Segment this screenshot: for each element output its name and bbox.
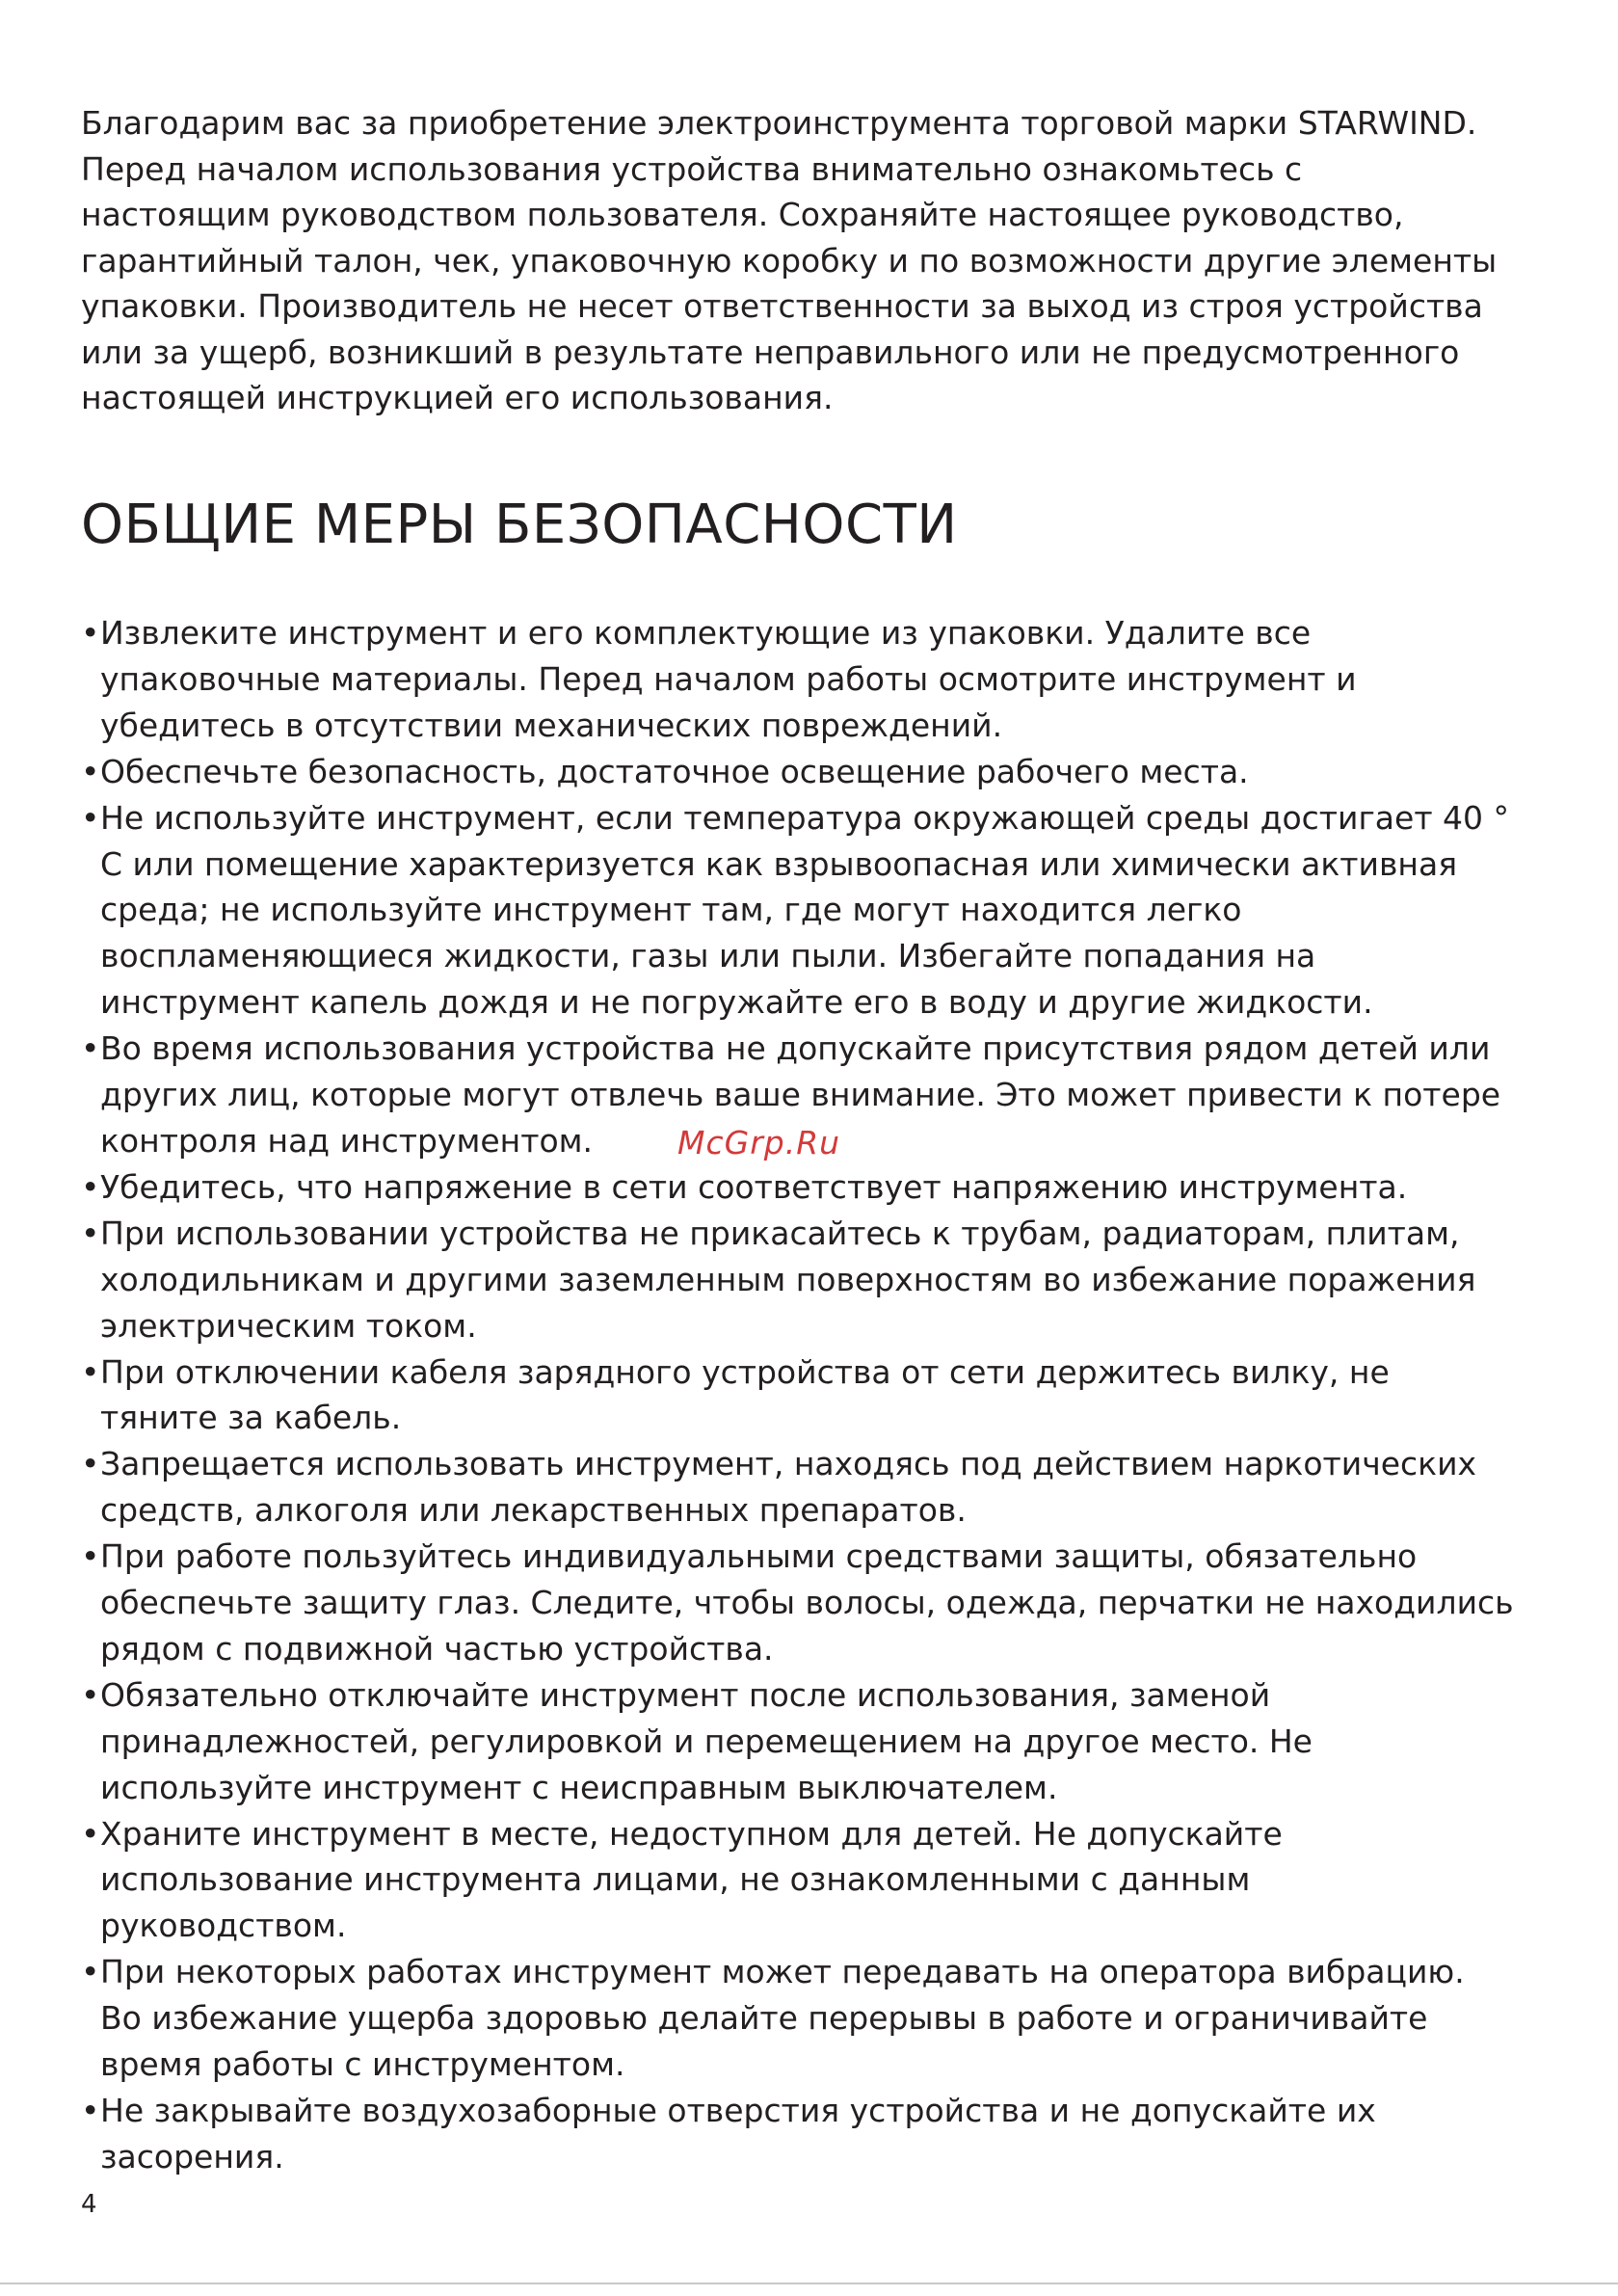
bullet-marker: • [81, 2092, 100, 2129]
safety-rule [81, 1672, 1526, 1811]
bullet-marker: • [81, 614, 100, 652]
safety-rule-line: Во время использования устройства не допускайте присутствия рядом детей или [100, 1029, 1491, 1068]
intro-line: Перед началом использования устройства внимательно ознакомьтесь с [81, 149, 1303, 188]
intro-block [81, 100, 1517, 421]
bullet-marker: • [81, 1214, 100, 1252]
safety-rule [81, 2088, 1526, 2180]
safety-rule-line: Обеспечьте безопасность, достаточное освещение рабочего места. [100, 752, 1249, 790]
safety-rule-line: инструмент капель дождя и не погружайте его в воду и другие жидкости. [100, 983, 1373, 1022]
safety-rule-line: упаковочные материалы. Перед началом работы осмотрите инструмент и [100, 659, 1357, 698]
safety-rule [81, 1164, 1526, 1211]
safety-rule [81, 749, 1526, 795]
bullet-marker: • [81, 1029, 100, 1068]
safety-rule-line: используйте инструмент с неисправным выключателем. [100, 1768, 1058, 1806]
safety-rule-line: руководством. [100, 1907, 347, 1945]
intro-paragraph [81, 100, 1517, 421]
safety-rule-line: время работы с инструментом. [100, 2045, 625, 2084]
safety-rule-line: тяните за кабель. [100, 1399, 402, 1437]
safety-rule-line: средств, алкоголя или лекарственных препаратов. [100, 1491, 967, 1530]
safety-rules-list [81, 610, 1526, 2180]
safety-rule-line: использование инструмента лицами, не ознакомленными с данным [100, 1860, 1251, 1899]
intro-line: гарантийный талон, чек, упаковочную коробку и по возможности другие элементы [81, 241, 1498, 280]
safety-rule-line: холодильникам и другими заземленным поверхностям во избежание поражения [100, 1260, 1476, 1298]
safety-rule-line: Во избежание ущерба здоровью делайте перерывы в работе и ограничивайте [100, 1999, 1428, 2038]
safety-rule-line: засорения. [100, 2137, 284, 2176]
safety-rule [81, 1811, 1526, 1950]
intro-line: Благодарим вас за приобретение электроинструмента торговой марки STARWIND. [81, 104, 1477, 142]
safety-rule-line: среда; не используйте инструмент там, где могут находится легко [100, 891, 1242, 929]
safety-rule-line: электрическим током. [100, 1306, 477, 1345]
safety-rule [81, 795, 1526, 1027]
safety-rule [81, 1949, 1526, 2088]
intro-line: настоящим руководством пользователя. Сохраняйте настоящее руководство, [81, 196, 1404, 233]
intro-line: настоящей инструкцией его использования. [81, 379, 834, 416]
safety-rule-line: убедитесь в отсутствии механических повреждений. [100, 706, 1003, 744]
bullet-marker: • [81, 1675, 100, 1714]
safety-rule-line: При отключении кабеля зарядного устройства от сети держитесь вилку, не [100, 1352, 1390, 1391]
bullet-marker: • [81, 1167, 100, 1206]
bullet-marker: • [81, 1537, 100, 1576]
safety-rule [81, 610, 1526, 749]
safety-rule-line: воспламеняющиеся жидкости, газы или пыли. Избегайте попадания на [100, 937, 1316, 975]
safety-rule-line: При использовании устройства не прикасайтесь к трубам, радиаторам, плитам, [100, 1214, 1460, 1252]
bullet-marker: • [81, 1953, 100, 1991]
safety-rule-line: При работе пользуйтесь индивидуальными средствами защиты, обязательно [100, 1537, 1418, 1576]
safety-rule-line: Не используйте инструмент, если температура окружающей среды достигает 40 ° [100, 798, 1510, 837]
intro-line: или за ущерб, возникший в результате неправильного или не предусмотренного [81, 333, 1460, 371]
safety-rule-line: Не закрывайте воздухозаборные отверстия устройства и не допускайте их [100, 2092, 1376, 2129]
safety-rule-line: При некоторых работах инструмент может передавать на оператора вибрацию. [100, 1953, 1465, 1991]
bullet-marker: • [81, 1445, 100, 1483]
safety-rule-line: других лиц, которые могут отвлечь ваше внимание. Это может привести к потере [100, 1076, 1501, 1114]
safety-rule-line: обеспечьте защиту глаз. Следите, чтобы волосы, одежда, перчатки не находились [100, 1584, 1514, 1622]
safety-rule-line: Храните инструмент в месте, недоступном для детей. Не допускайте [100, 1814, 1283, 1853]
bottom-divider [0, 2283, 1618, 2284]
section-title: ОБЩИЕ МЕРЫ БЕЗОПАСНОСТИ [81, 494, 958, 556]
bullet-marker: • [81, 1814, 100, 1853]
safety-rule [81, 1211, 1526, 1349]
bullet-marker: • [81, 752, 100, 790]
safety-rule-line: Извлеките инструмент и его комплектующие из упаковки. Удалите все [100, 614, 1312, 652]
bullet-marker: • [81, 798, 100, 837]
safety-rule-line: контроля над инструментом. [100, 1121, 594, 1160]
bullet-marker: • [81, 1352, 100, 1391]
safety-rule-line: С или помещение характеризуется как взрывоопасная или химически активная [100, 844, 1458, 883]
page-number: 4 [81, 2190, 97, 2219]
watermark[interactable]: McGrp.Ru [677, 1124, 841, 1161]
safety-rule-line: Убедитесь, что напряжение в сети соответствует напряжению инструмента. [100, 1167, 1408, 1206]
safety-rule [81, 1534, 1526, 1672]
safety-rule-line: Запрещается использовать инструмент, находясь под действием наркотических [100, 1445, 1477, 1483]
safety-rule [81, 1349, 1526, 1442]
intro-line: упаковки. Производитель не несет ответственности за выход из строя устройства [81, 287, 1483, 325]
safety-rule-line: рядом с подвижной частью устройства. [100, 1629, 774, 1668]
safety-rule [81, 1441, 1526, 1534]
safety-rule-line: Обязательно отключайте инструмент после использования, заменой [100, 1675, 1271, 1714]
safety-rule-line: принадлежностей, регулировкой и перемещением на другое место. Не [100, 1722, 1313, 1760]
